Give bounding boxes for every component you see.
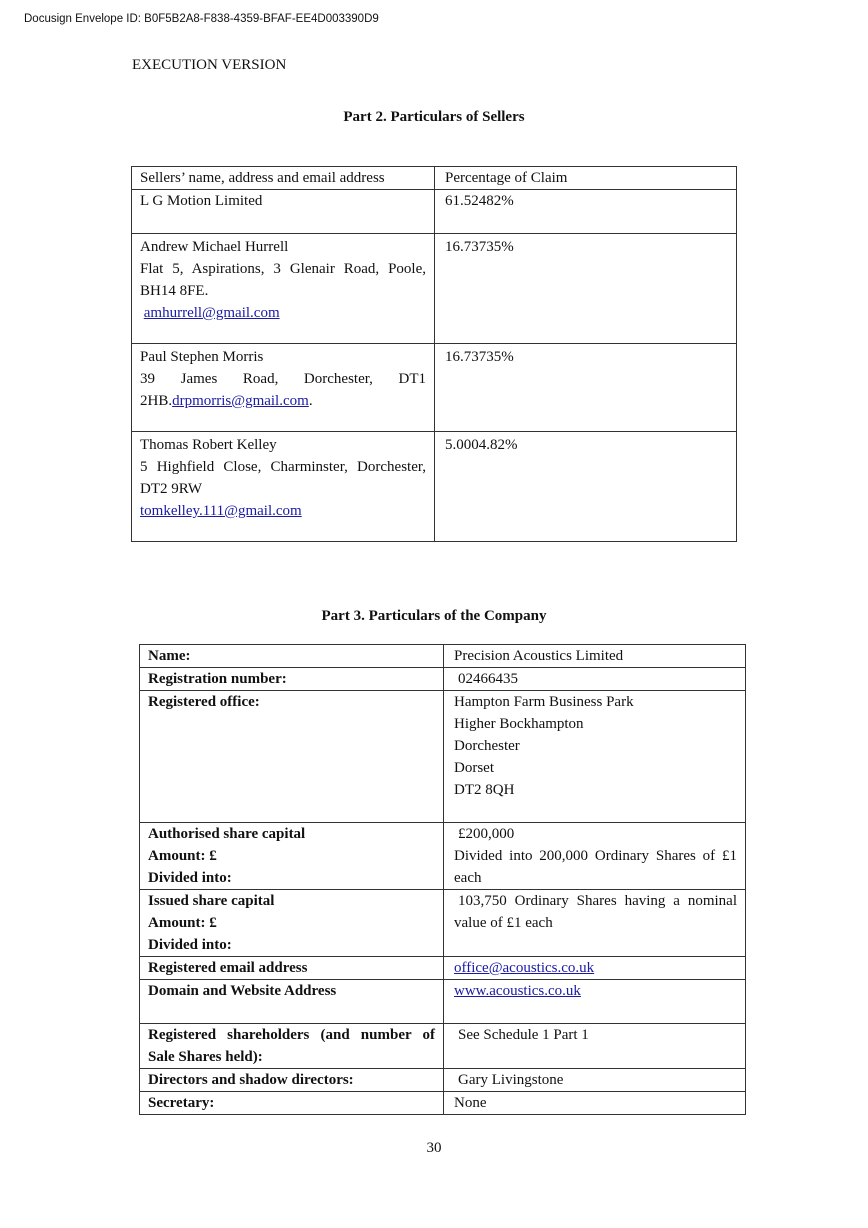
company-value: See Schedule 1 Part 1 (458, 1027, 589, 1043)
office-address-line: Higher Bockhampton (454, 716, 584, 732)
seller-percentage: 16.73735% (445, 349, 514, 365)
company-value: £200,000 (458, 826, 515, 842)
company-label: Secretary: (140, 1092, 444, 1115)
company-label: Registered office: (140, 691, 444, 823)
company-label: Sale Shares held): (148, 1049, 263, 1065)
company-label: Name: (140, 645, 444, 668)
company-label: Divided into: (148, 870, 232, 886)
company-table (139, 644, 746, 1115)
docusign-envelope-id: Docusign Envelope ID: B0F5B2A8-F838-4359-BFAF-EE4D003390D9 (24, 13, 379, 25)
part2-title: Part 2. Particulars of Sellers (343, 109, 525, 125)
seller-name: Paul Stephen Morris (140, 349, 264, 365)
seller-name: L G Motion Limited (140, 193, 263, 209)
seller-address-line: BH14 8FE. (140, 283, 209, 299)
company-value: 02466435 (458, 671, 518, 687)
seller-percentage: 5.0004.82% (445, 437, 518, 453)
header-sellers: Sellers’ name, address and email address (132, 167, 435, 190)
seller-name: Andrew Michael Hurrell (140, 239, 289, 255)
company-label: Amount: £ (148, 915, 217, 931)
seller-percentage: 16.73735% (445, 239, 514, 255)
company-label: Directors and shadow directors: (140, 1069, 444, 1092)
office-address-line: DT2 8QH (454, 782, 515, 798)
company-label: Authorised share capital (148, 826, 306, 842)
company-label: Registered shareholders (and number of (148, 1027, 435, 1043)
seller-name: Thomas Robert Kelley (140, 437, 277, 453)
company-value: Precision Acoustics Limited (444, 645, 746, 668)
seller-percentage: 61.52482% (445, 193, 514, 209)
table-row (140, 1092, 746, 1115)
table-row (132, 344, 737, 432)
company-value: Gary Livingstone (458, 1072, 564, 1088)
table-row (140, 645, 746, 668)
table-row (140, 823, 746, 890)
table-row (140, 691, 746, 823)
part3-title: Part 3. Particulars of the Company (321, 608, 547, 624)
company-label: Issued share capital (148, 893, 275, 909)
header-percentage: Percentage of Claim (435, 167, 737, 190)
company-value: 103,750 Ordinary Shares having a nominal (458, 893, 737, 909)
company-label: Divided into: (148, 937, 232, 953)
email-suffix: . (308, 393, 313, 409)
seller-email-link[interactable]: tomkelley.111@gmail.com (140, 503, 302, 519)
company-value: value of £1 each (454, 915, 553, 931)
company-email-link[interactable]: office@acoustics.co.uk (454, 960, 595, 976)
table-row (140, 890, 746, 957)
seller-address-line: 39 James Road, Dorchester, DT1 (140, 371, 426, 387)
company-website-link[interactable]: www.acoustics.co.uk (454, 983, 581, 999)
table-row (140, 957, 746, 980)
seller-address-line: Flat 5, Aspirations, 3 Glenair Road, Poole, (140, 261, 426, 277)
company-value: None (444, 1092, 746, 1115)
table-row (140, 668, 746, 691)
company-label: Registered email address (140, 957, 444, 980)
seller-address-line: 5 Highfield Close, Charminster, Dorchester, (140, 459, 426, 475)
table-header-row (132, 167, 737, 190)
office-address-line: Dorset (454, 760, 494, 776)
table-row (132, 190, 737, 234)
office-address-line: Hampton Farm Business Park (454, 694, 634, 710)
table-row (132, 234, 737, 344)
seller-address-line: DT2 9RW (140, 481, 203, 497)
table-row (132, 432, 737, 542)
company-value: Divided into 200,000 Ordinary Shares of £1 (454, 848, 737, 864)
seller-address-line: 2HB. (140, 393, 173, 409)
company-label: Amount: £ (148, 848, 217, 864)
table-row (140, 1069, 746, 1092)
sellers-table (131, 166, 737, 542)
company-value: each (454, 870, 482, 886)
page-number: 30 (426, 1140, 442, 1156)
company-label: Registration number: (140, 668, 444, 691)
table-row (140, 980, 746, 1024)
office-address-line: Dorchester (454, 738, 520, 754)
seller-email-link[interactable]: amhurrell@gmail.com (143, 305, 280, 321)
company-label: Domain and Website Address (140, 980, 444, 1024)
version-label: EXECUTION VERSION (132, 57, 287, 73)
seller-email-link[interactable]: drpmorris@gmail.com (172, 393, 309, 409)
table-row (140, 1024, 746, 1069)
